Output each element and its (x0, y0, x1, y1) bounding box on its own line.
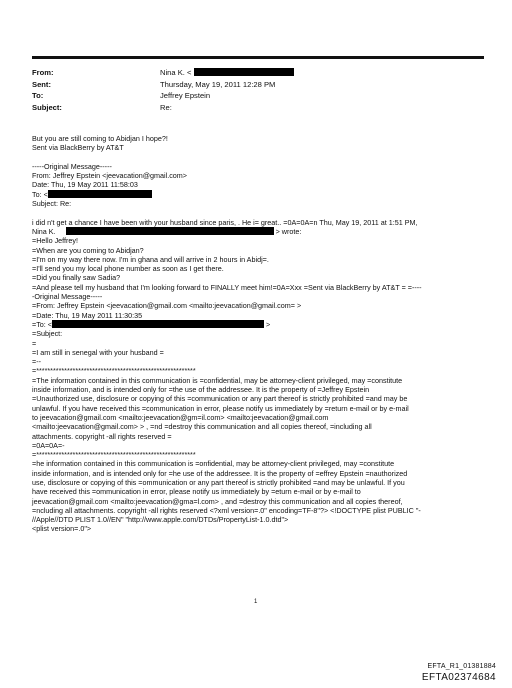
body-line: =ncluding all attachments. copyright -all rights reserved <?xml version=.0" encoding=TF-8"?> <!DOCTYPE plist PUBLIC "- (32, 505, 421, 515)
body-line: -Original Message----- (32, 292, 103, 302)
body-line: inside information, and is intended only for =he use of the addressee. It is the property of =effrey Epstein =nauthorized (32, 468, 408, 478)
subject-label: Subject: (32, 102, 62, 112)
from-value: Nina K. < (160, 67, 484, 79)
body-line: unlawful. If you have received this =communication in error, please notify us immediately by =return e-mail or by e-mail (32, 403, 409, 413)
body-line: =********************************************************* (32, 450, 196, 460)
body-line: =I'll send you my local phone number as soon as I get there. (32, 264, 224, 274)
body-line: =Did you finally saw Sadia? (32, 273, 121, 283)
body-line: =Unauthorized use, disclosure or copying of this =communication or any part thereof is strictly prohibited =and may be (32, 394, 408, 404)
to-prefix: =To: < (32, 319, 52, 329)
header-sent-row (32, 79, 484, 91)
page-number: 1 (254, 599, 258, 605)
email-header (32, 67, 484, 113)
body-line-to (32, 190, 488, 199)
body-line: jeevacation@gmail.com <mailto:jeevacation@gma=l.com> , and =destroy this communication and all copies thereof, (32, 496, 403, 506)
sent-label: Sent: (32, 79, 51, 89)
body-line: =When are you coming to Abidjan? (32, 245, 144, 255)
body-line: = (32, 338, 37, 348)
to-value: Jeffrey Epstein (160, 91, 211, 100)
sender-name: Nina K. (32, 226, 56, 236)
blank-line (32, 153, 488, 162)
sent-value: Thursday, May 19, 2011 12:28 PM (160, 79, 276, 89)
redaction-bar (48, 190, 152, 198)
body-line: From: Jeffrey Epstein <jeevacation@gmail.com> (32, 171, 187, 181)
body-line: //Apple//DTD PLIST 1.0//EN" "http://www.apple.com/DTDs/PropertyList-1.0.dtd"> (32, 515, 289, 525)
body-line: use, disclosure or copying of this =ommunication or any part thereof is strictly prohibited =and may be unlawful. If you (32, 477, 405, 487)
body-line: have received this =ommunication in error, please notify us immediately by =eturn e-mail or by e-mail to (32, 487, 361, 497)
header-rule (32, 56, 484, 59)
body-line: to jeevacation@gmail.com <mailto:jeevacation@gm=il.com> <mailto:jeevacation@gmail.com (32, 412, 329, 422)
body-line: <plist version=.0"> (32, 524, 92, 534)
header-from-row (32, 67, 484, 79)
body-line: Subject: Re: (32, 199, 72, 209)
body-line: =The information contained in this communication is =confidential, may be attorney-client privileged, may =constitute (32, 375, 403, 385)
body-line: Date: Thu, 19 May 2011 11:58:03 (32, 180, 138, 190)
email-body (32, 134, 488, 534)
to-prefix: To: < (32, 189, 48, 199)
subject-value: Re: (160, 102, 172, 112)
body-line: inside information, and is intended only for =the use of the addressee. It is the property of =Jeffrey Epstein (32, 385, 370, 395)
header-to-row (32, 90, 484, 102)
body-line: =From: Jeffrey Epstein <jeevacation@gmail.com <mailto:jeevacation@gmail.com= > (32, 301, 302, 311)
body-line: But you are still coming to Abidjan I hope?! (32, 134, 168, 143)
body-line: =********************************************************* (32, 366, 196, 376)
to-label: To: (32, 91, 44, 100)
body-line: =Hello Jeffrey! (32, 236, 79, 246)
body-line: =I'm on my way there now. I'm in ghana and will arrive in 2 hours in Abidj=. (32, 254, 269, 264)
body-line: =-- (32, 357, 41, 367)
redaction-bar (194, 68, 294, 76)
to-suffix: > (265, 319, 271, 329)
wrote-suffix: > wrote: (275, 226, 302, 236)
from-label: From: (32, 68, 54, 77)
blank-line (32, 208, 488, 217)
redaction-bar (66, 227, 274, 235)
body-line: -----Original Message----- (32, 161, 112, 171)
body-line: Sent via BlackBerry by AT&T (32, 143, 124, 153)
body-line-wrote (32, 227, 488, 236)
body-line: i did n't get a chance I have been with your husband since paris, . He i= great.. =0A=0A=n Thu, May 19, 2011 at 1:51 PM, (32, 217, 418, 227)
body-line: =And please tell my husband that I'm looking forward to FINALLY meet him!=0A=Xxx =Sent via BlackBerry by AT&T = =---- (32, 282, 422, 292)
body-line: =I am still in senegal with your husband = (32, 347, 164, 357)
body-line: =0A=0A=- (32, 440, 65, 450)
from-name: Nina K. (160, 68, 185, 77)
body-line-to-2 (32, 320, 488, 329)
body-line: attachments. copyright -all rights reserved = (32, 431, 172, 441)
redaction-bar (52, 320, 264, 328)
bates-number-large: EFTA02374684 (421, 672, 496, 683)
body-line: <mailto:jeevacation@gmail.com> > , =nd =destroy this communication and all copies thereof, =including all (32, 422, 372, 432)
bates-number-small: EFTA_R1_01381884 (427, 663, 496, 670)
body-line: =he information contained in this communication is =onfidential, may be attorney-client privileged, may =constitute (32, 459, 395, 469)
body-line: =Date: Thu, 19 May 2011 11:30:35 (32, 310, 143, 320)
body-line: =Subject: (32, 329, 63, 339)
header-subject-row (32, 102, 484, 114)
